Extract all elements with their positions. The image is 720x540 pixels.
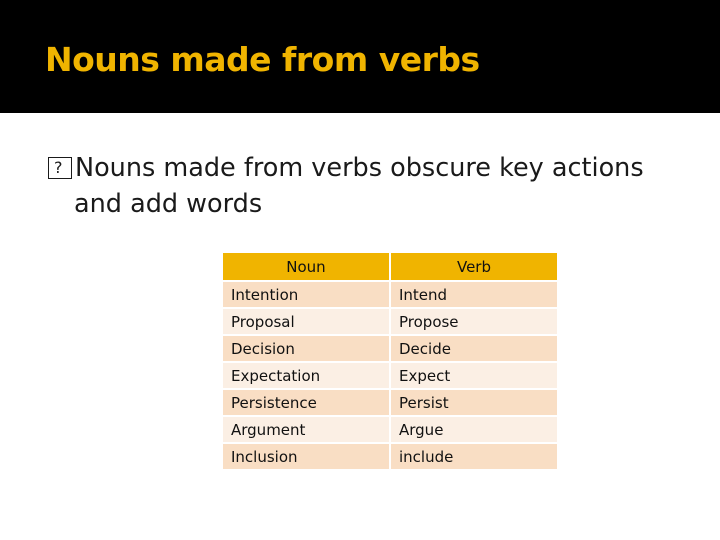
column-header-verb: Verb <box>390 252 558 281</box>
verb-cell: Expect <box>390 362 558 389</box>
table-row <box>222 389 558 416</box>
table-row <box>222 281 558 308</box>
noun-cell: Argument <box>222 416 390 443</box>
table-row <box>222 416 558 443</box>
noun-cell: Inclusion <box>222 443 390 470</box>
table-row <box>222 362 558 389</box>
verb-cell: Intend <box>390 281 558 308</box>
verb-cell: Propose <box>390 308 558 335</box>
verb-cell: Argue <box>390 416 558 443</box>
verb-cell: include <box>390 443 558 470</box>
table-row <box>222 443 558 470</box>
bullet-line-1 <box>48 150 698 186</box>
bullet-text-line-1: Nouns made from verbs obscure key actions <box>75 153 644 183</box>
table-row <box>222 335 558 362</box>
table-row <box>222 308 558 335</box>
noun-verb-table <box>221 251 559 471</box>
table-header-row <box>222 252 558 281</box>
verb-cell: Decide <box>390 335 558 362</box>
verb-cell: Persist <box>390 389 558 416</box>
noun-cell: Decision <box>222 335 390 362</box>
title-bar <box>0 0 720 113</box>
bullet-line-2: and add words <box>74 189 263 219</box>
noun-cell: Intention <box>222 281 390 308</box>
noun-cell: Expectation <box>222 362 390 389</box>
column-header-noun: Noun <box>222 252 390 281</box>
noun-cell: Proposal <box>222 308 390 335</box>
noun-cell: Persistence <box>222 389 390 416</box>
missing-glyph-bullet-icon <box>48 157 72 179</box>
bullet-point <box>48 150 698 222</box>
slide-title: Nouns made from verbs <box>45 40 480 79</box>
